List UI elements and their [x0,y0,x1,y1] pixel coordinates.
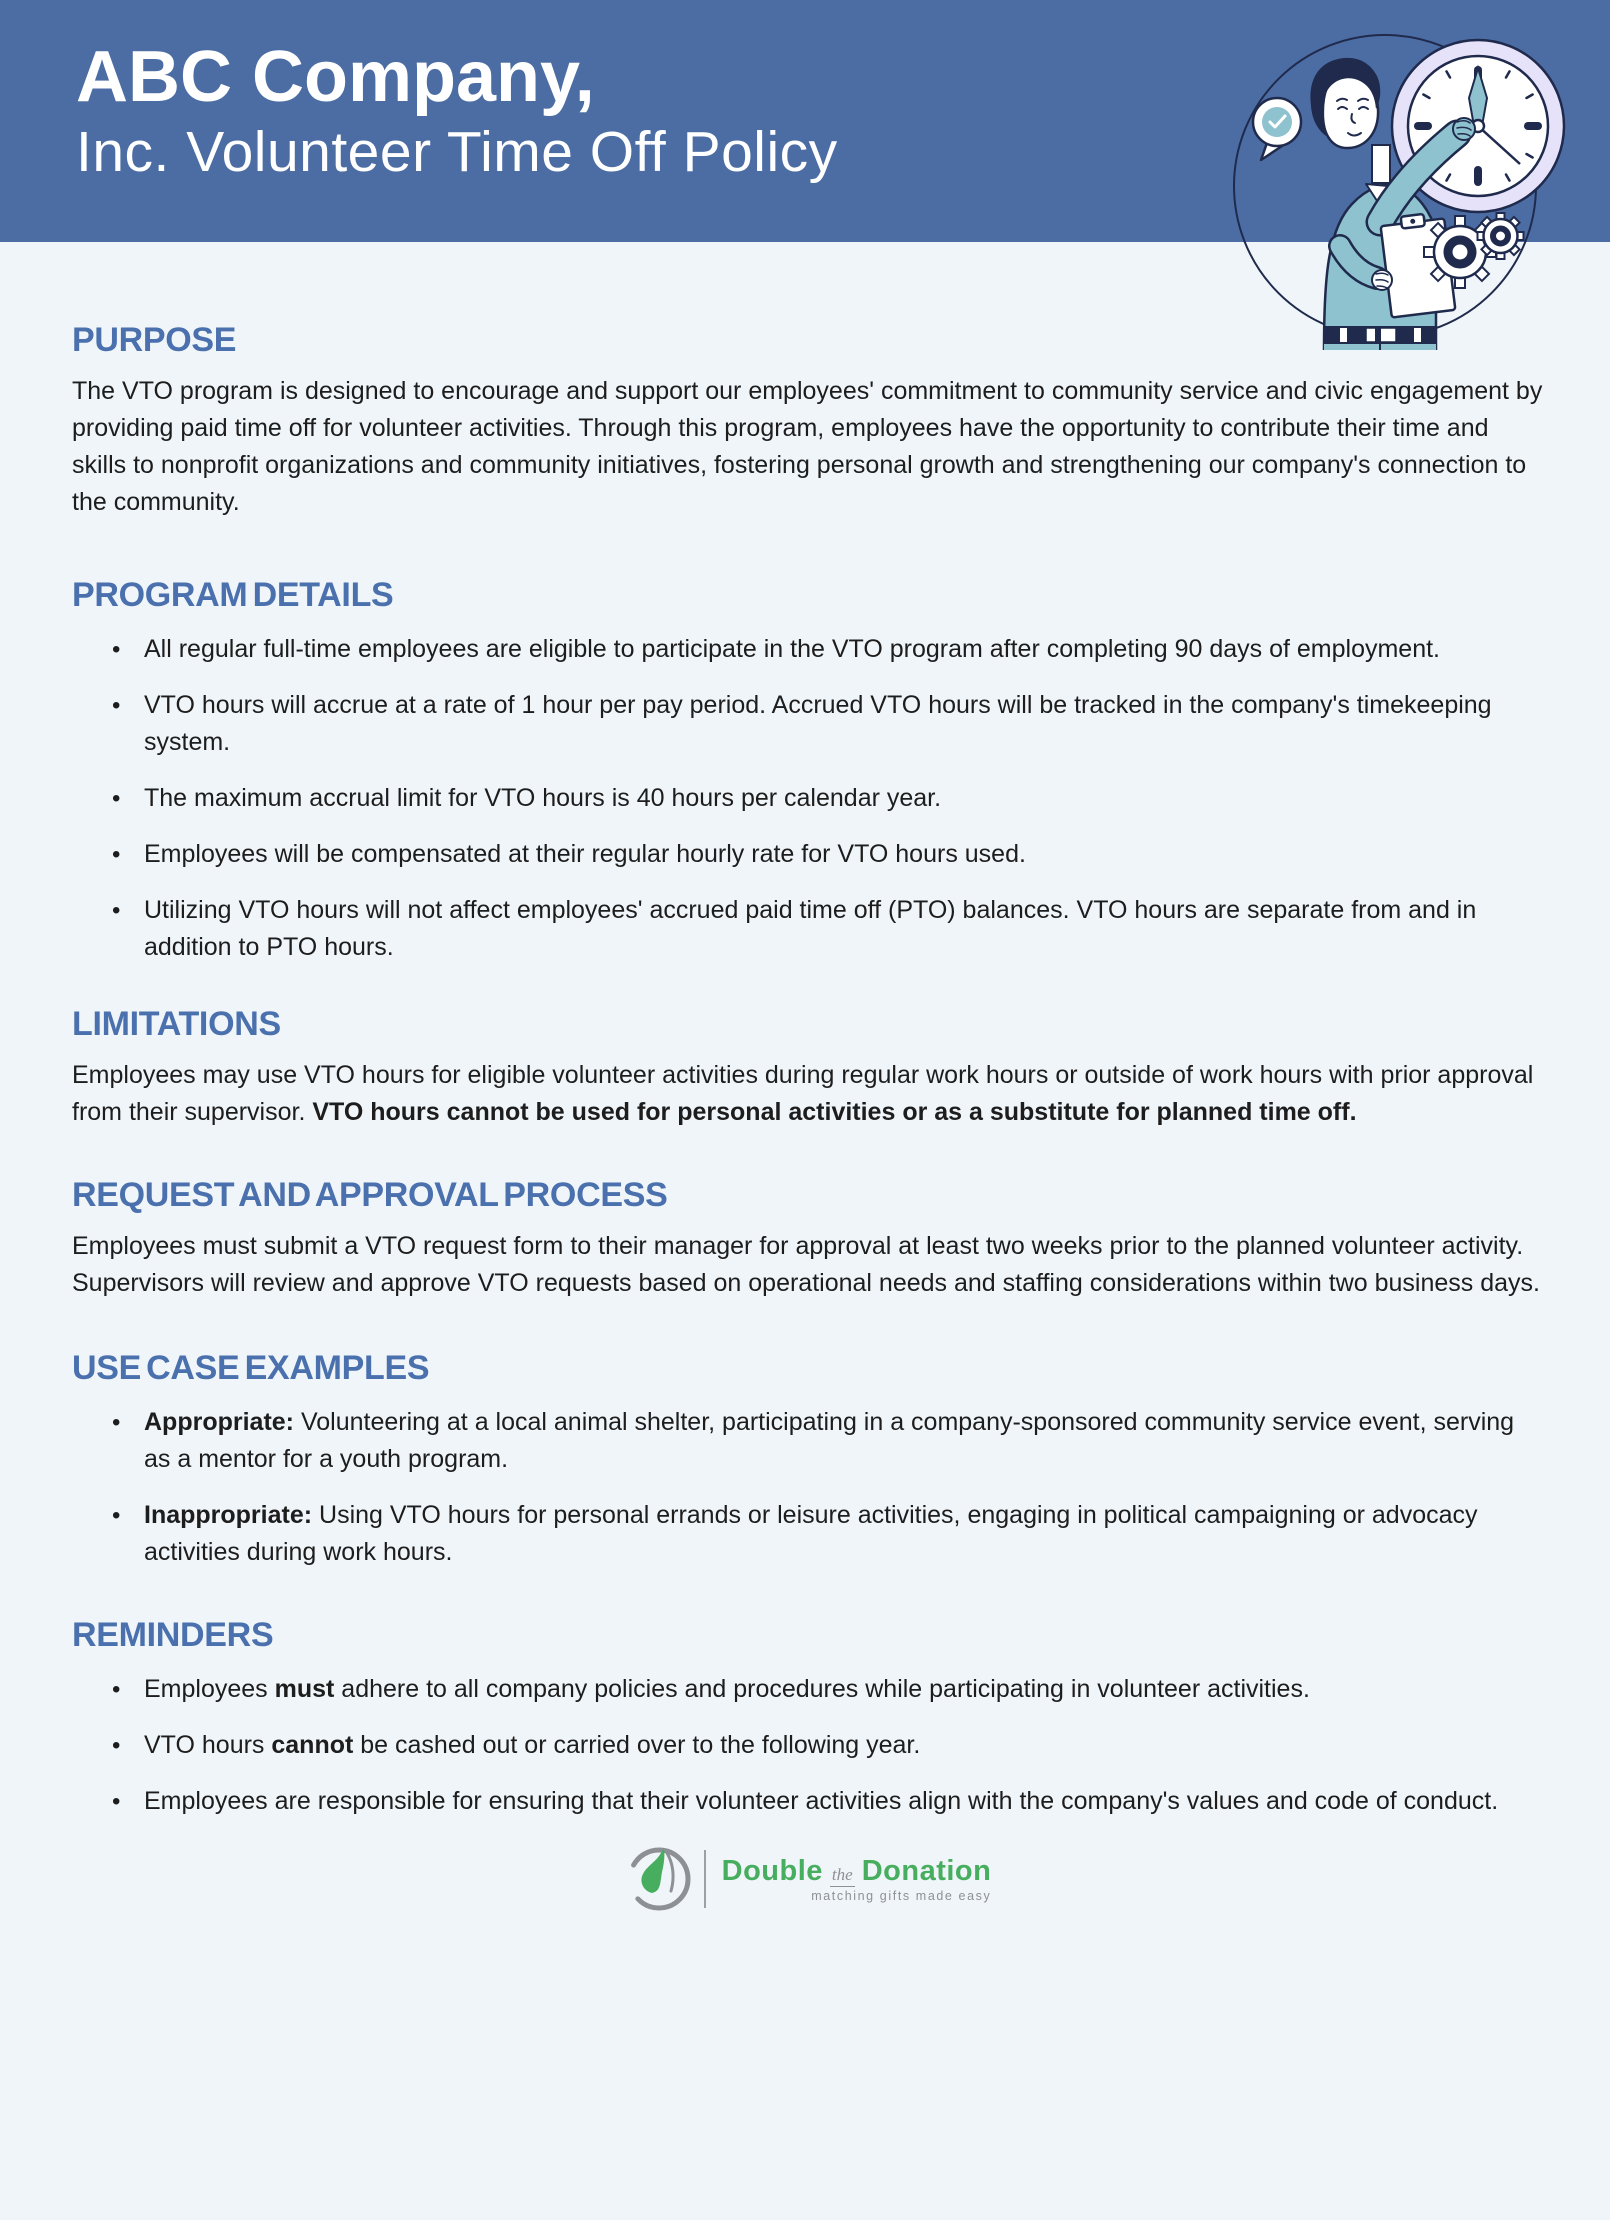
list-item [110,1497,1522,1571]
section-program-details [72,575,1545,966]
reminder-text: Employees are responsible for ensuring that their volunteer activities align with the company's values and code of conduct. [144,1787,1499,1815]
program-details-list [72,631,1522,966]
check-speech-bubble-icon [1253,98,1301,160]
section-request-approval [72,1175,1545,1302]
purpose-paragraph: The VTO program is designed to encourage and support our employees' commitment to community service and civic engagement by providing paid time off for volunteer activities. Through this program, employees have the opportunity to contribute their time and skills to nonprofit organizations and community initiatives, fostering personal growth and strengthening our company's connection to the community. [72,377,1543,516]
list-item: • All regular full-time employees are eligible to participate in the VTO program after completing 90 days of employment. [110,631,1522,668]
section-limitations [72,1004,1545,1131]
reminder-text: Employees [144,1675,275,1703]
list-item: • VTO hours will accrue at a rate of 1 hour per pay period. Accrued VTO hours will be tracked in the company's timekeeping system. [110,687,1522,761]
request-approval-paragraph: Employees must submit a VTO request form to their manager for approval at least two weeks prior to the planned volunteer activity. Supervisors will review and approve VTO requests based on operational needs and staffing considerations within two business days. [72,1232,1540,1297]
list-item: • Employees will be compensated at their regular hourly rate for VTO hours used. [110,836,1522,873]
section-heading-limitations: LIMITATIONS [72,1005,281,1043]
page-title-line-1: ABC Company, [76,37,595,117]
limitations-text-bold: VTO hours cannot be used for personal activities or as a substitute for planned time off. [312,1098,1357,1126]
brand-word-the: the [830,1865,855,1887]
document-body [0,320,1610,1912]
section-use-case-examples [72,1348,1545,1571]
reminder-text: be cashed out or carried over to the following year. [353,1731,921,1759]
use-case-text: Volunteering at a local animal shelter, participating in a company-sponsored community service event, serving as a mentor for a youth program. [144,1408,1515,1473]
section-purpose [72,320,1545,521]
reminder-text: adhere to all company policies and procedures while participating in volunteer activities. [334,1675,1310,1703]
section-heading-purpose: PURPOSE [72,321,237,359]
double-the-donation-drop-icon [626,1846,692,1912]
brand-word-double: Double [721,1855,823,1887]
section-reminders [72,1615,1545,1820]
brand-tagline: matching gifts made easy [811,1889,992,1903]
list-item [110,1404,1522,1478]
section-heading-request-approval: REQUEST AND APPROVAL PROCESS [72,1176,668,1214]
page-title-line-2: Inc. Volunteer Time Off Policy [76,120,838,184]
person-clipboard-clock-illustration [1228,30,1568,350]
header-illustration [1228,30,1568,350]
gear-icon-small [1478,213,1524,259]
limitations-paragraph [72,1057,1545,1131]
section-heading-reminders: REMINDERS [72,1616,274,1654]
logo-text [722,1855,992,1903]
reminder-text-bold: cannot [271,1731,354,1759]
list-item: • The maximum accrual limit for VTO hours is 40 hours per calendar year. [110,780,1522,817]
reminder-text: VTO hours [144,1731,272,1759]
use-case-label: Appropriate: [144,1408,294,1436]
footer-logo [72,1846,1545,1912]
brand-name [722,1855,992,1888]
limitations-text-normal: Employees may use VTO hours for eligible volunteer activities during regular work hours or outside of work hours with prior approval from their supervisor. [72,1061,1534,1126]
use-case-label: Inappropriate: [144,1501,313,1529]
list-item [110,1727,1522,1764]
list-item [110,1671,1522,1708]
section-heading-use-case-examples: USE CASE EXAMPLES [72,1349,430,1387]
logo-divider [704,1850,706,1908]
reminder-text-bold: must [274,1675,335,1703]
reminders-list [72,1671,1522,1820]
brand-word-donation: Donation [861,1855,992,1887]
use-case-list [72,1404,1522,1571]
section-heading-program-details: PROGRAM DETAILS [72,576,394,614]
use-case-text: Using VTO hours for personal errands or leisure activities, engaging in political campaigning or advocacy activities during work hours. [144,1501,1478,1566]
list-item [110,1783,1522,1820]
list-item: • Utilizing VTO hours will not affect employees' accrued paid time off (PTO) balances. VTO hours are separate from and in addition to PTO hours. [110,892,1522,966]
